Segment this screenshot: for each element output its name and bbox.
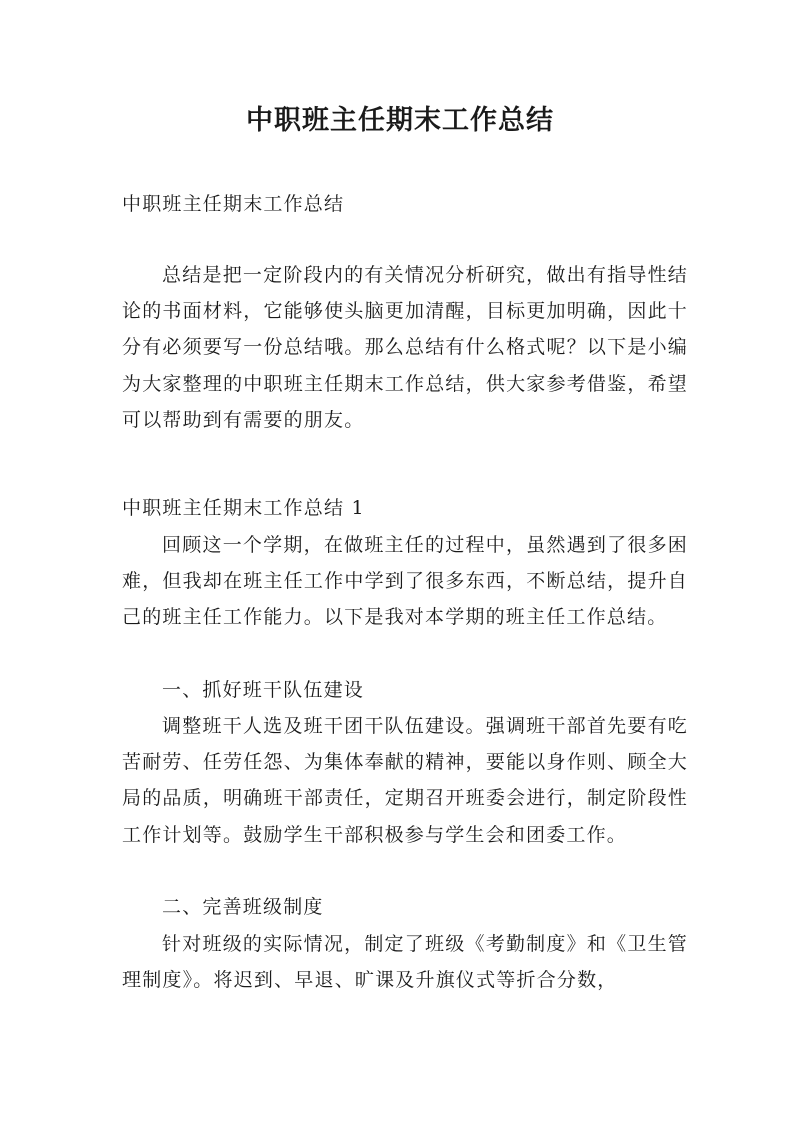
- section-paragraph-class-leaders: 调整班干人选及班干团干队伍建设。强调班干部首先要有吃苦耐劳、任劳任怨、为集体奉献的精神，要能以身作则、顾全大局的品质，明确班干部责任，定期召开班委会进行，制定阶段性工作计划等。鼓励学生干部积极参与学生会和团委工作。: [122, 715, 688, 846]
- section-subheading-class-leaders: 一、抓好班干队伍建设: [162, 679, 365, 701]
- section-paragraph-review: 回顾这一个学期，在做班主任的过程中，虽然遇到了很多困难，但我却在班主任工作中学到了很多东西，不断总结，提升自己的班主任工作能力。以下是我对本学期的班主任工作总结。: [122, 534, 688, 629]
- section-subheading-class-rules: 二、完善班级制度: [162, 896, 324, 918]
- document-title: 中职班主任期末工作总结: [246, 105, 554, 136]
- section-heading: 中职班主任期末工作总结 1: [122, 497, 365, 519]
- intro-paragraph: 总结是把一定阶段内的有关情况分析研究，做出有指导性结论的书面材料，它能够使头脑更加清醒，目标更加明确，因此十分有必须要写一份总结哦。那么总结有什么格式呢？以下是小编为大家整理的中职班主任期末工作总结，供大家参考借鉴，希望可以帮助到有需要的朋友。: [122, 264, 688, 431]
- section-paragraph-class-rules: 针对班级的实际情况，制定了班级《考勤制度》和《卫生管理制度》。将迟到、早退、旷课及升旗仪式等折合分数，: [122, 933, 688, 992]
- document-subtitle: 中职班主任期末工作总结: [122, 193, 345, 215]
